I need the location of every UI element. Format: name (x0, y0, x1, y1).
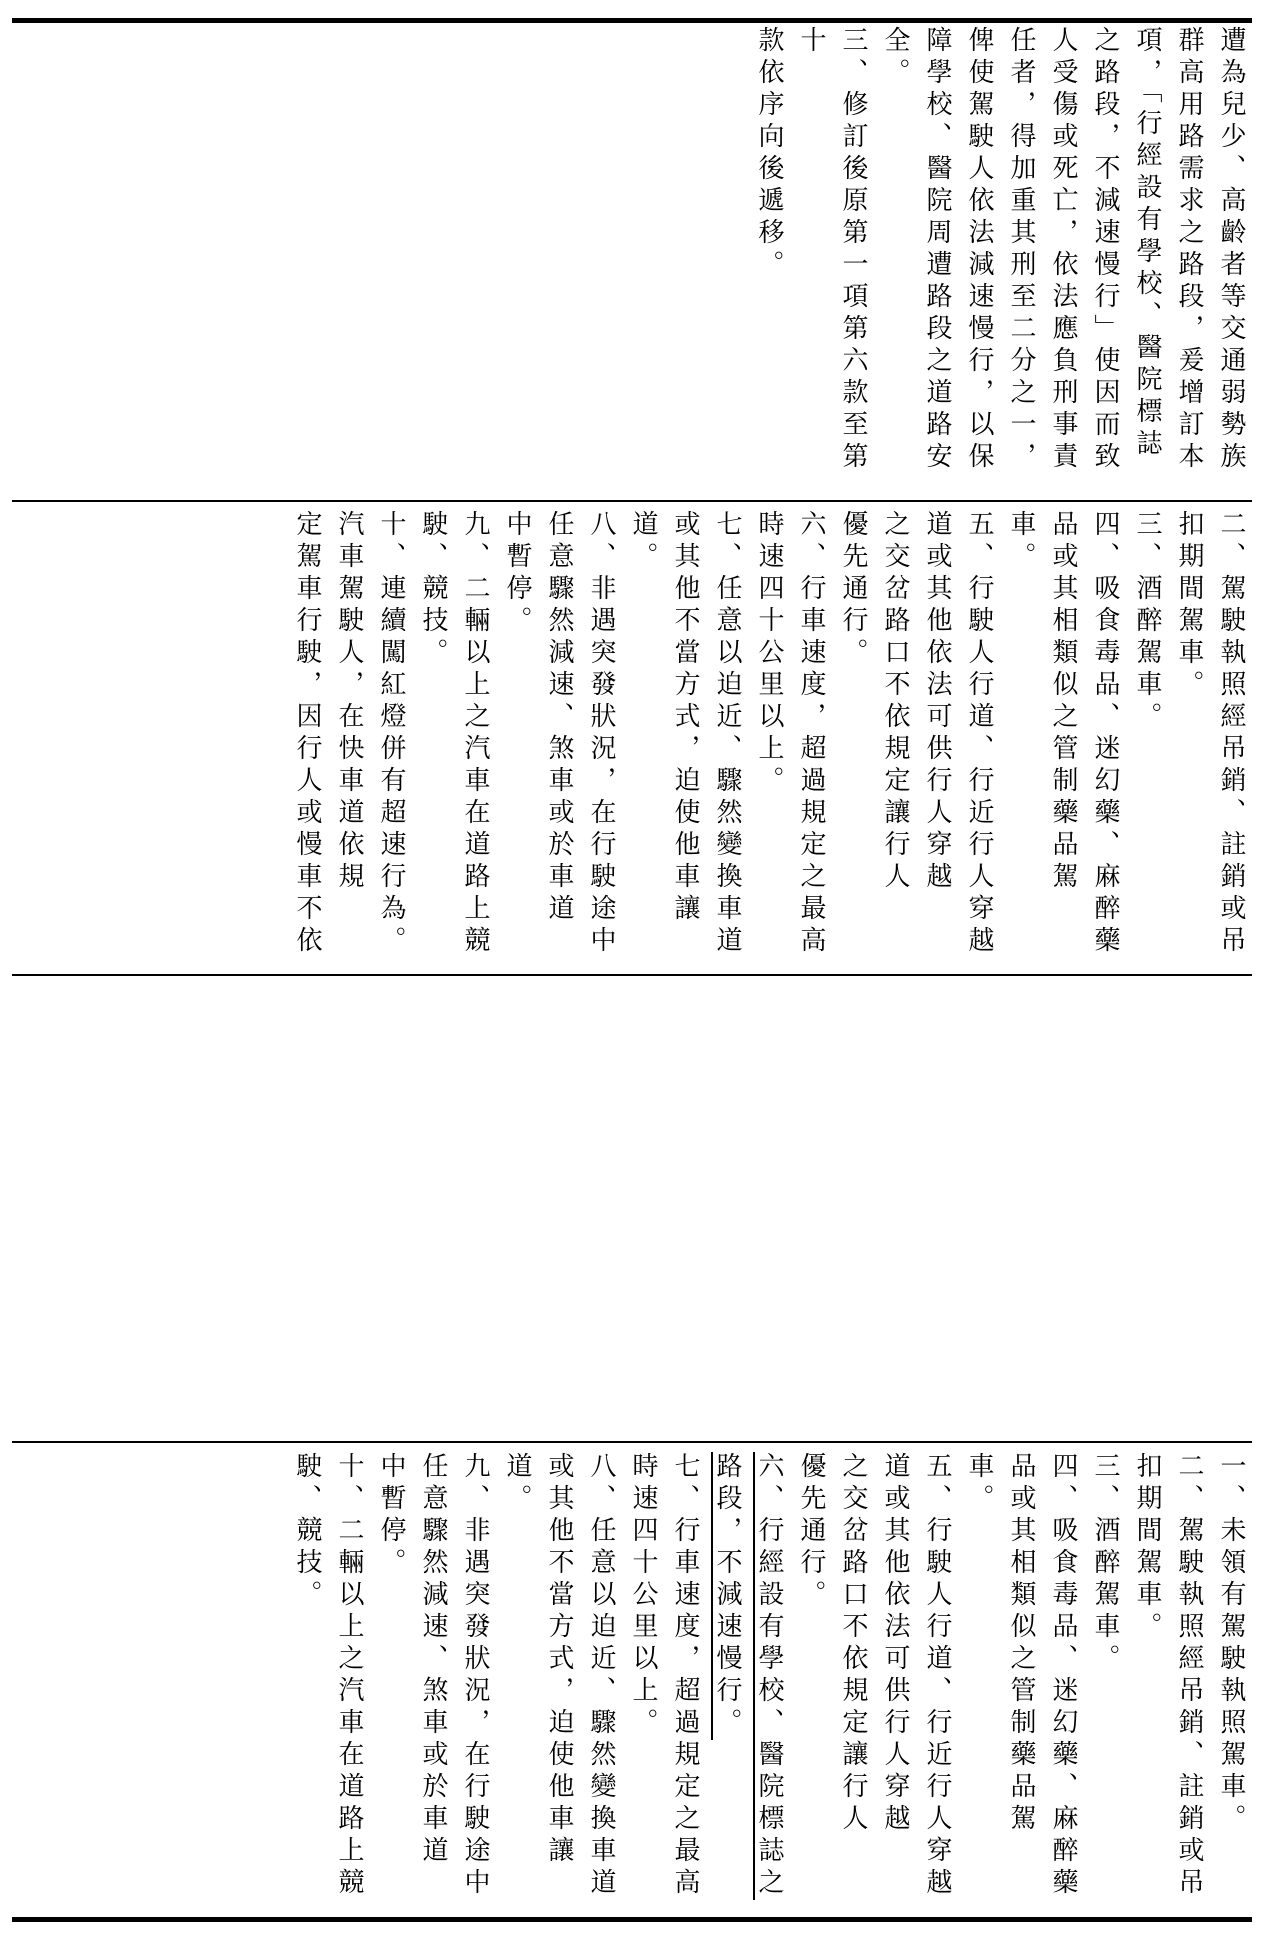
text-column: 三、酒醉駕車。 (1132, 510, 1162, 734)
text-column: 九、二輛以上之汽車在道路上競 (460, 510, 490, 958)
text-column: 群高用路需求之路段，爰增訂本 (1174, 26, 1204, 474)
section-top-text (748, 26, 1252, 496)
text-column: 四、吸食毒品、迷幻藥、麻醉藥 (1090, 510, 1120, 958)
text-column: 之交岔路口不依規定讓行人 (880, 510, 910, 894)
text-column: 道或其他依法可供行人穿越 (880, 1452, 910, 1836)
text-column: 四、吸食毒品、迷幻藥、麻醉藥 (1048, 1452, 1078, 1900)
text-column: 或其他不當方式，迫使他車讓 (544, 1452, 574, 1868)
text-column: 人受傷或死亡，依法應負刑事責 (1048, 26, 1078, 474)
text-column: 六、行車速度，超過規定之最高 (796, 510, 826, 958)
text-column: 駛、競技。 (292, 1452, 322, 1612)
text-column: 六、行經設有學校、醫院標誌之 (754, 1452, 784, 1900)
text-column: 之路段，不減速慢行」使因而致 (1090, 26, 1120, 474)
text-column: 五、行駛人行道、行近行人穿越 (964, 510, 994, 958)
text-column: 道。 (502, 1452, 532, 1516)
text-column: 任意驟然減速、煞車或於車道 (544, 510, 574, 926)
text-column: 車。 (964, 1452, 994, 1516)
top-border-rule (12, 18, 1252, 23)
text-column: 款依序向後遞移。 (754, 26, 784, 282)
text-column: 中暫停。 (376, 1452, 406, 1580)
text-column: 項，「行經設有學校、醫院標誌 (1132, 26, 1162, 461)
text-column: 任者，得加重其刑至二分之一， (1006, 26, 1036, 474)
text-column: 或其他不當方式，迫使他車讓 (670, 510, 700, 926)
text-column: 七、行車速度，超過規定之最高 (670, 1452, 700, 1900)
text-column: 時速四十公里以上。 (628, 1452, 658, 1740)
text-column: 十、二輛以上之汽車在道路上競 (334, 1452, 364, 1900)
section-middle (12, 510, 1252, 972)
divider-rule-3 (12, 1441, 1252, 1443)
section-bottom (12, 1452, 1252, 1914)
section-bottom-text (286, 1452, 1252, 1914)
text-column: 汽車駕駛人，在快車道依規 (334, 510, 364, 894)
section-top (12, 26, 1252, 496)
text-column: 七、任意以迫近、驟然變換車道 (712, 510, 742, 958)
text-column: 全。 (880, 26, 910, 90)
text-column: 道。 (628, 510, 658, 574)
text-column: 九、非遇突發狀況，在行駛途中 (460, 1452, 490, 1900)
text-column: 一、未領有駕駛執照駕車。 (1216, 1452, 1246, 1836)
text-column: 時速四十公里以上。 (754, 510, 784, 798)
text-column: 駛、競技。 (418, 510, 448, 670)
text-column: 俾使駕駛人依法減速慢行，以保 (964, 26, 994, 474)
text-column: 品或其相類似之管制藥品駕 (1048, 510, 1078, 894)
bottom-border-rule (12, 1917, 1252, 1922)
text-column: 品或其相類似之管制藥品駕 (1006, 1452, 1036, 1836)
text-column: 優先通行。 (838, 510, 868, 670)
text-column: 任意驟然減速、煞車或於車道 (418, 1452, 448, 1868)
text-column: 三、修訂後原第一項第六款至第十 (796, 26, 868, 474)
text-column: 五、行駛人行道、行近行人穿越 (922, 1452, 952, 1900)
text-column: 八、非遇突發狀況，在行駛途中 (586, 510, 616, 958)
text-column: 八、任意以迫近、驟然變換車道 (586, 1452, 616, 1900)
divider-rule-2 (12, 974, 1252, 976)
divider-rule-1 (12, 500, 1252, 502)
text-column: 之交岔路口不依規定讓行人 (838, 1452, 868, 1836)
text-column: 扣期間駕車。 (1174, 510, 1204, 702)
text-column: 三、酒醉駕車。 (1090, 1452, 1120, 1676)
text-column: 優先通行。 (796, 1452, 826, 1612)
text-column: 二、駕駛執照經吊銷、註銷或吊 (1174, 1452, 1204, 1900)
text-column: 障學校、醫院周遭路段之道路安 (922, 26, 952, 474)
text-column: 遭為兒少、高齡者等交通弱勢族 (1216, 26, 1246, 474)
text-column: 中暫停。 (502, 510, 532, 638)
text-column: 道或其他依法可供行人穿越 (922, 510, 952, 894)
section-middle-text (286, 510, 1252, 972)
text-column: 路段，不減速慢行。 (712, 1452, 742, 1740)
text-column: 定駕車行駛，因行人或慢車不依 (292, 510, 322, 958)
text-column: 二、駕駛執照經吊銷、註銷或吊 (1216, 510, 1246, 958)
text-column: 扣期間駕車。 (1132, 1452, 1162, 1644)
text-column: 十、連續闖紅燈併有超速行為。 (376, 510, 406, 958)
text-column: 車。 (1006, 510, 1036, 574)
